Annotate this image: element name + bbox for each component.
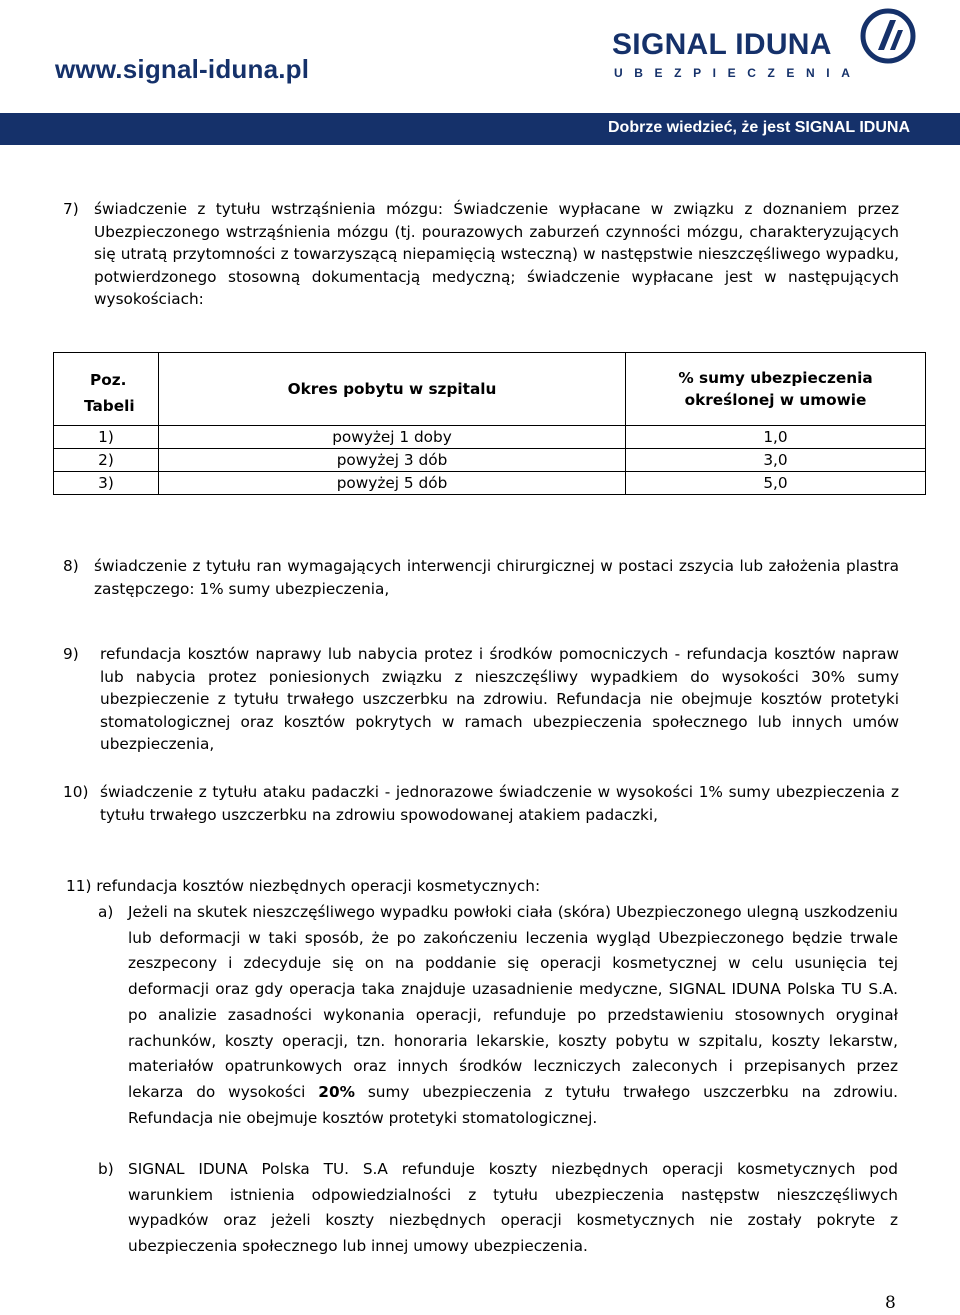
item-number: 10) (63, 783, 89, 801)
sub-item-text-cont: sumy ubezpieczenia z tytułu trwałego uszczerbku na zdrowiu. Refundacja nie obejmuje kosztów protetyki stomatologicznej. (128, 1082, 898, 1127)
site-url[interactable]: www.signal-iduna.pl (55, 54, 310, 84)
col-header-percent: % sumy ubezpieczenia określonej w umowie (626, 353, 926, 426)
list-item-11-heading: 11) refundacja kosztów niezbędnych operacji kosmetycznych: (66, 877, 541, 895)
item-number: 7) (63, 200, 79, 218)
brand-subtitle: UBEZPIECZENIA (614, 66, 862, 80)
col-header-poz: Poz. Tabeli (54, 353, 159, 426)
cell-percent: 1,0 (626, 426, 926, 449)
page-header (0, 0, 960, 145)
brand-name: SIGNAL IDUNA (612, 28, 832, 61)
cell-percent: 3,0 (626, 449, 926, 472)
cell-percent: 5,0 (626, 472, 926, 495)
sub-item-text: SIGNAL IDUNA Polska TU. S.A refunduje koszty niezbędnych operacji kosmetycznych pod warunkiem istnienia odpowiedzialności z tytułu ubezpieczenia następstw nieszczęśliwych wypadków oraz jeżeli koszty niezbędnych operacji kosmetycznych nie zostały pokryte z ubezpieczenia społecznego lub innej umowy ubezpieczenia. (128, 1160, 898, 1256)
cell-poz: 3) (54, 472, 159, 495)
item-text: świadczenie z tytułu ran wymagających interwencji chirurgicznej w postaci zszycia lub założenia plastra zastępczego: 1% sumy ubezpieczenia, (94, 557, 899, 598)
cell-poz: 2) (54, 449, 159, 472)
item-text: świadczenie z tytułu ataku padaczki - jednorazowe świadczenie w wysokości 1% sumy ubezpieczenia z tytułu trwałego uszczerbku na zdrowiu spowodowanej atakiem padaczki, (100, 783, 899, 824)
list-item-11a (98, 900, 898, 1131)
list-item-9 (63, 643, 899, 756)
header-band (0, 113, 960, 145)
table-row (54, 449, 926, 472)
sub-item-label: b) (98, 1160, 114, 1178)
sub-item-text: Jeżeli na skutek nieszczęśliwego wypadku powłoki ciała (skóra) Ubezpieczonego ulegną uszkodzeniu lub deformacji w taki sposób, że po zakończeniu leczenia wygląd Ubezpieczonego będzie trwale zeszpecony i zdecyduje się on na poddanie się operacji kosmetycznej w celu usunięcia tej deformacji oraz gdy operacja taka znajduje uzasadnienie medyczne, SIGNAL IDUNA Polska TU S.A. po analizie zasadności wykonania operacji, refunduje po przedstawieniu stosownych oryginał rachunków, koszty operacji, tzn. honoraria lekarskie, koszty pobytu w szpitalu, koszty lekarstw, materiałów opatrunkowych oraz innych środków leczniczych zaleconych i przepisanych przez lekarza do wysokości (128, 903, 898, 1101)
slogan: Dobrze wiedzieć, że jest SIGNAL IDUNA (608, 119, 910, 136)
page-number: 8 (885, 1293, 896, 1313)
item-text: świadczenie z tytułu wstrząśnienia mózgu: Świadczenie wypłacane w związku z doznaniem przez Ubezpieczonego wstrząśnienia mózgu (tj. pourazowych zaburzeń czynności mózgu, charakteryzujących się utratą przytomności z towarzyszącą niepamięcią wsteczną) w następstwie nieszczęśliwego wypadku, potwierdzonego stosowną dokumentacją medyczną; świadczenie wypłacane jest w następujących wysokościach: (94, 200, 899, 308)
item-number: 9) (63, 645, 79, 663)
item-text: refundacja kosztów naprawy lub nabycia protez i środków pomocniczych - refundacja kosztów napraw lub nabycia protez poniesionych związku z nieszczęśliwy wypadkiem do wysokości 30% sumy ubezpieczenie z tytułu trwałego uszczerbku na zdrowiu. Refundacja nie obejmuje kosztów protetyki stomatologicznej oraz kosztów pokrytych w ramach ubezpieczenia społecznego lub innych umów ubezpieczenia, (100, 645, 899, 753)
list-item-10 (63, 781, 899, 826)
cell-stay: powyżej 5 dób (159, 472, 626, 495)
sub-item-label: a) (98, 903, 114, 921)
sub-item-bold-percent: 20% (318, 1082, 355, 1101)
list-item-11b (98, 1157, 898, 1260)
list-item-7 (63, 198, 899, 311)
cell-stay: powyżej 3 dób (159, 449, 626, 472)
item-number: 8) (63, 557, 79, 575)
table-row (54, 426, 926, 449)
col-header-stay: Okres pobytu w szpitalu (159, 353, 626, 426)
table-row (54, 472, 926, 495)
list-item-8 (63, 555, 899, 600)
cell-poz: 1) (54, 426, 159, 449)
cell-stay: powyżej 1 doby (159, 426, 626, 449)
benefit-table (53, 352, 926, 495)
signal-iduna-logo-icon (860, 8, 916, 64)
